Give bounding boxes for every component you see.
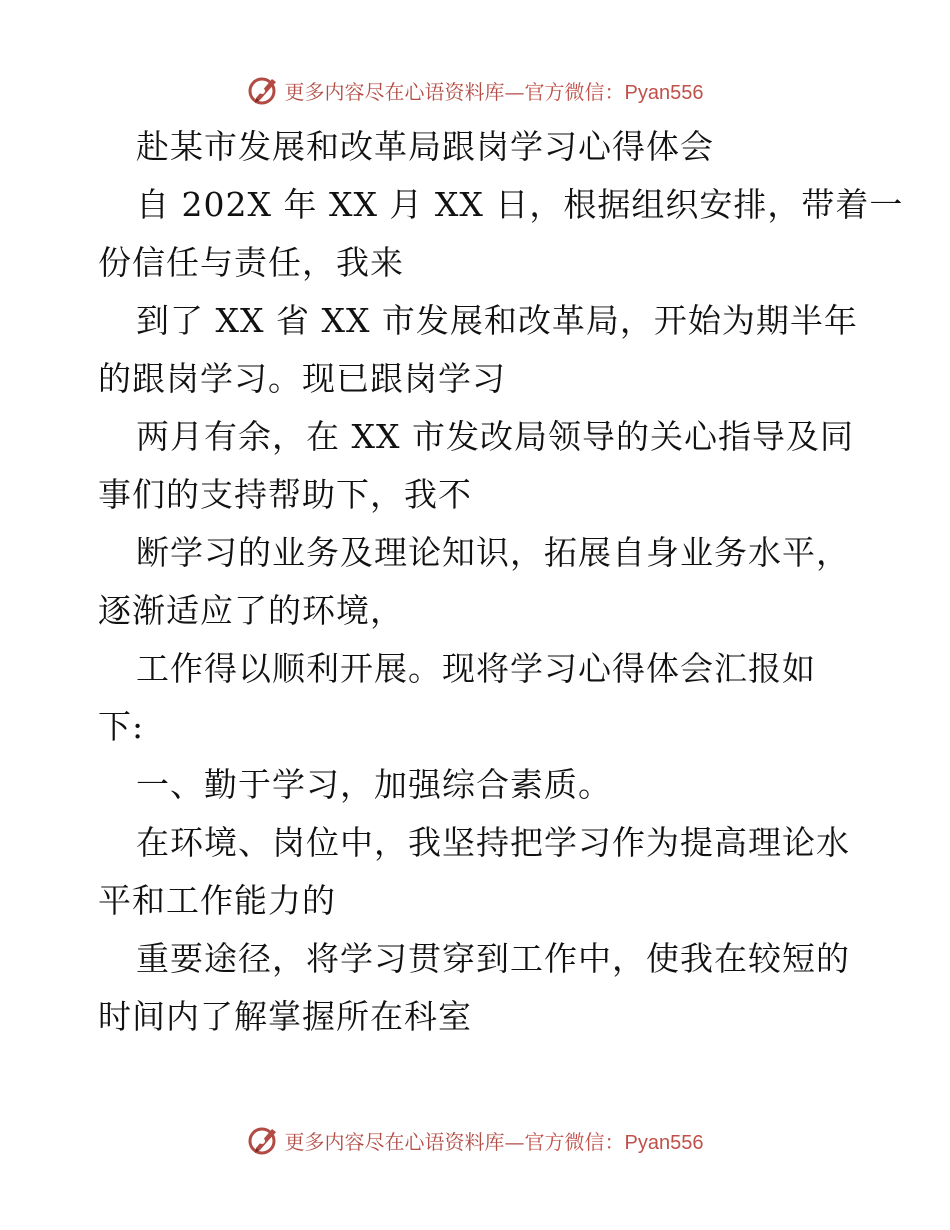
paragraph-line: 时间内了解掌握所在科室: [98, 997, 472, 1036]
paragraph-line: 工作得以顺利开展。现将学习心得体会汇报如: [136, 649, 816, 688]
banner-text: 更多内容尽在心语资料库—: [284, 1129, 525, 1154]
banner-text: 更多内容尽在心语资料库—: [284, 79, 525, 104]
quill-pen-circle-icon: [247, 73, 281, 107]
header-banner: [0, 70, 950, 110]
paragraph-line: 下:: [98, 707, 145, 746]
banner-wechat: 官方微信：Pyan556: [524, 81, 704, 104]
quill-pen-circle-icon: [247, 1123, 281, 1157]
paragraph-line: 事们的支持帮助下，我不: [98, 475, 472, 514]
paragraph-line: 重要途径，将学习贯穿到工作中，使我在较短的: [136, 939, 850, 978]
paragraph-line: 断学习的业务及理论知识，拓展自身业务水平，: [136, 533, 850, 572]
paragraph-line: 到了 XX 省 XX 市发展和改革局，开始为期半年: [136, 301, 858, 340]
paragraph-line: 份信任与责任，我来: [98, 243, 404, 282]
banner-wechat: 官方微信：Pyan556: [524, 1131, 704, 1154]
paragraph-line: 自 202X 年 XX 月 XX 日，根据组织安排，带着一: [136, 185, 904, 224]
paragraph-line: 的跟岗学习。现已跟岗学习: [98, 359, 506, 398]
paragraph-line: 在环境、岗位中，我坚持把学习作为提高理论水: [136, 823, 850, 862]
paragraph-line: 两月有余，在 XX 市发改局领导的关心指导及同: [136, 417, 854, 456]
footer-banner: [0, 1120, 950, 1160]
document-body: [98, 118, 904, 1046]
section-heading: 一、勤于学习，加强综合素质。: [136, 765, 612, 804]
paragraph-line: 逐渐适应了的环境，: [98, 591, 404, 630]
document-title: 赴某市发展和改革局跟岗学习心得体会: [136, 127, 714, 166]
paragraph-line: 平和工作能力的: [98, 881, 336, 920]
